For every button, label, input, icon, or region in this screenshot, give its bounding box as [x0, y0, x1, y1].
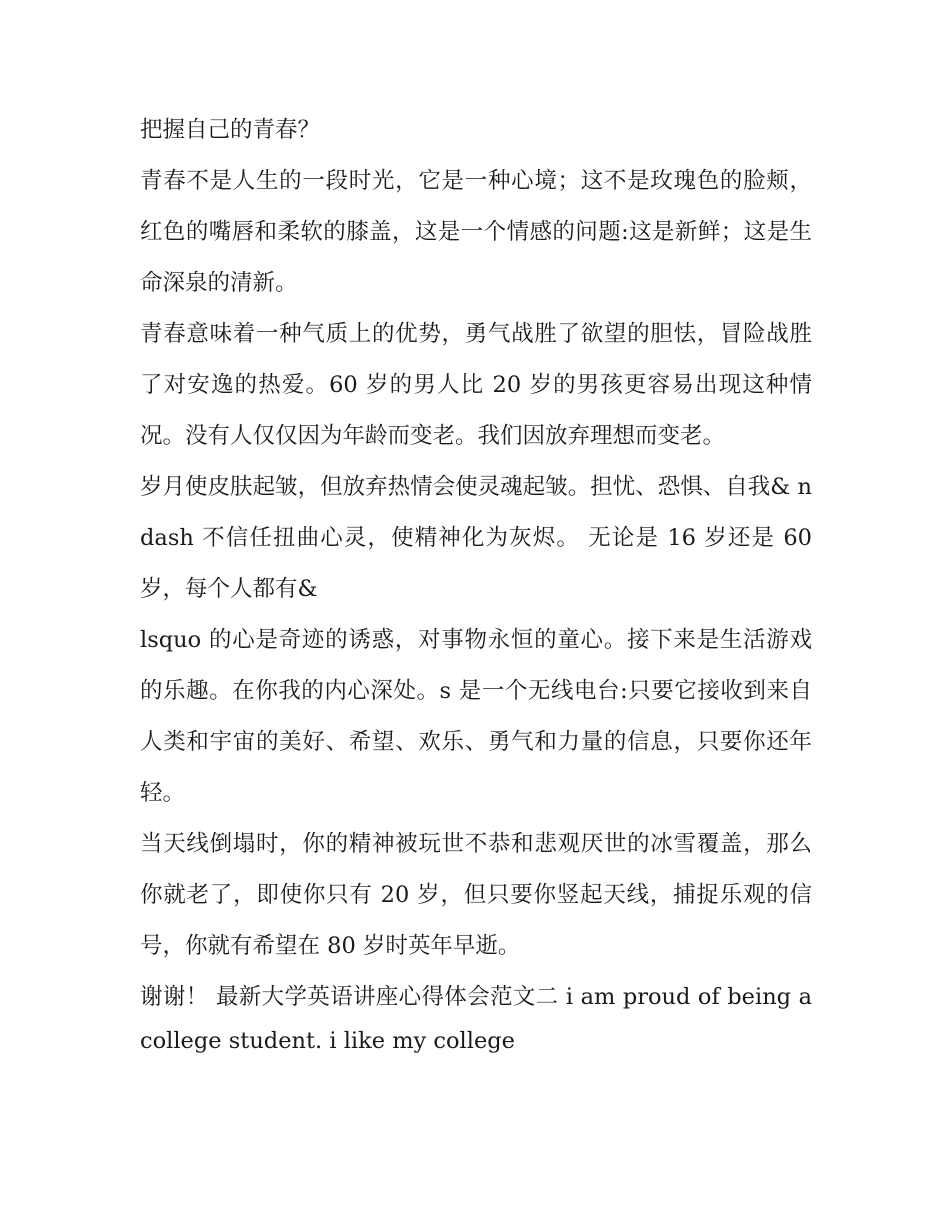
document-body	[140, 105, 812, 1063]
paragraph-title-question: 把握自己的青春？	[140, 117, 321, 143]
paragraph-youth-definition: 青春不是人生的一段时光，它是一种心境；这不是玫瑰色的脸颊，红色的嘴唇和柔软的膝盖，这是一个情感的问题:这是新鲜；这是生命深泉的清新。	[140, 168, 812, 296]
paragraph-youth-courage: 青春意味着一种气质上的优势，勇气战胜了欲望的胆怯，冒险战胜了对安逸的热爱。60 岁的男人比 20 岁的男孩更容易出现这种情况。没有人仅仅因为年龄而变老。我们因放弃理想而变老。	[140, 321, 812, 449]
paragraph-years-wrinkle: 岁月使皮肤起皱，但放弃热情会使灵魂起皱。担忧、恐惧、自我& ndash 不信任扭曲心灵，使精神化为灰烬。 无论是 16 岁还是 60 岁，每个人都有&	[140, 474, 812, 602]
paragraph-antenna: 当天线倒塌时，你的精神被玩世不恭和悲观厌世的冰雪覆盖，那么你就老了，即使你只有 20 岁，但只要你竖起天线，捕捉乐观的信号，你就有希望在 80 岁时英年早逝。	[140, 831, 812, 959]
paragraph-thanks-college: 谢谢！ 最新大学英语讲座心得体会范文二 i am proud of being a college student. i like my college	[140, 984, 812, 1054]
paragraph-wireless-station: lsquo 的心是奇迹的诱惑，对事物永恒的童心。接下来是生活游戏的乐趣。在你我的内心深处。s 是一个无线电台:只要它接收到来自人类和宇宙的美好、希望、欢乐、勇气和力量的信息，只要你还年轻。	[140, 627, 812, 806]
